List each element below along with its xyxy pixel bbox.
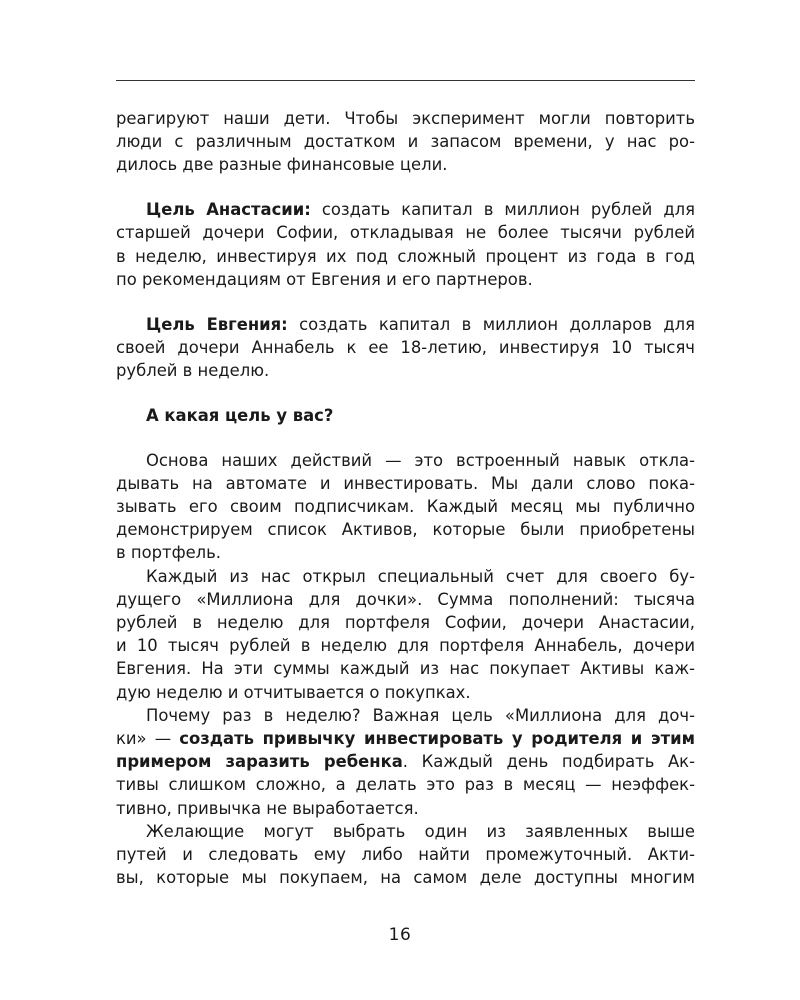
- text-line: вы, которые мы покупаем, на самом деле доступны многим: [116, 868, 695, 888]
- text-line: Желающие могут выбрать один из заявленных выше: [146, 821, 695, 841]
- paragraph-gap: [116, 382, 695, 404]
- text-line: дилось две разные финансовые цели.: [116, 155, 448, 175]
- goal-evgeny-first-line: [116, 313, 695, 336]
- text-line: Евгения. На эти суммы каждый из нас покупает Активы каж-: [116, 659, 695, 679]
- page-body: [116, 107, 695, 889]
- text-line: в неделю, инвестируя их под сложный процент из года в год: [116, 246, 695, 266]
- goal-anastasia-first-line: [116, 198, 695, 221]
- text-line: путей и следовать ему либо найти промежуточный. Акти-: [116, 845, 695, 865]
- text-line: зывать его своим подписчикам. Каждый месяц мы публично: [116, 497, 695, 517]
- text-line: рублей в неделю.: [116, 361, 270, 381]
- text-line: старшей дочери Софии, откладывая не более тысячи рублей: [116, 223, 695, 243]
- text-line: дущего «Миллиона для дочки». Сумма пополнений: тысяча: [116, 589, 695, 609]
- text-fragment: создать капитал в миллион долларов для: [287, 314, 695, 334]
- text-line: тивно, привычка не выработается.: [116, 798, 419, 818]
- text-line: и 10 тысяч рублей в неделю для портфеля Аннабель, дочери: [116, 636, 695, 656]
- question-heading: А какая цель у вас?: [146, 405, 334, 425]
- text-line: своей дочери Аннабель к ее 18-летию, инвестируя 10 тысяч: [116, 337, 695, 357]
- emphasis-text: создать привычку инвестировать у родителя и этим: [179, 729, 695, 749]
- text-line: демонстрируем список Активов, которые были приобретены: [116, 520, 695, 540]
- text-line: рублей в неделю для портфеля Софии, дочери Анастасии,: [116, 613, 695, 633]
- paragraph-gap: [116, 427, 695, 449]
- text-line: дывать на автомате и инвестировать. Мы дали слово пока-: [116, 473, 695, 493]
- emphasis-text: примером заразить ребенка: [116, 752, 403, 772]
- text-line: Почему раз в неделю? Важная цель «Миллиона для доч-: [146, 705, 695, 725]
- text-line-mixed: [116, 727, 695, 750]
- page-number: 16: [388, 925, 412, 945]
- text-line: Основа наших действий — это встроенный навык откла-: [146, 450, 695, 470]
- text-fragment: создать капитал в миллион рублей для: [310, 200, 695, 220]
- paragraph-gap: [116, 177, 695, 199]
- text-line: тивы слишком сложно, а делать это раз в месяц — неэффек-: [116, 775, 695, 795]
- text-line: по рекомендациям от Евгения и его партнеров.: [116, 269, 533, 289]
- paragraph-gap: [116, 291, 695, 313]
- text-line: дую неделю и отчитывается о покупках.: [116, 682, 471, 702]
- text-line: Каждый из нас открыл специальный счет для своего бу-: [146, 566, 695, 586]
- text-line: люди с различным достатком и запасом времени, у нас ро-: [116, 132, 695, 152]
- goal-anastasia-label: Цель Анастасии:: [146, 200, 311, 220]
- goal-evgeny-label: Цель Евгения:: [146, 314, 288, 334]
- text-line: в портфель.: [116, 543, 222, 563]
- text-fragment: . Каждый день подбирать Ак-: [402, 752, 695, 772]
- text-fragment: ки» —: [116, 729, 180, 749]
- header-rule: [116, 80, 695, 81]
- text-line-mixed: [116, 750, 695, 773]
- text-line: реагируют наши дети. Чтобы эксперимент могли повторить: [116, 109, 695, 128]
